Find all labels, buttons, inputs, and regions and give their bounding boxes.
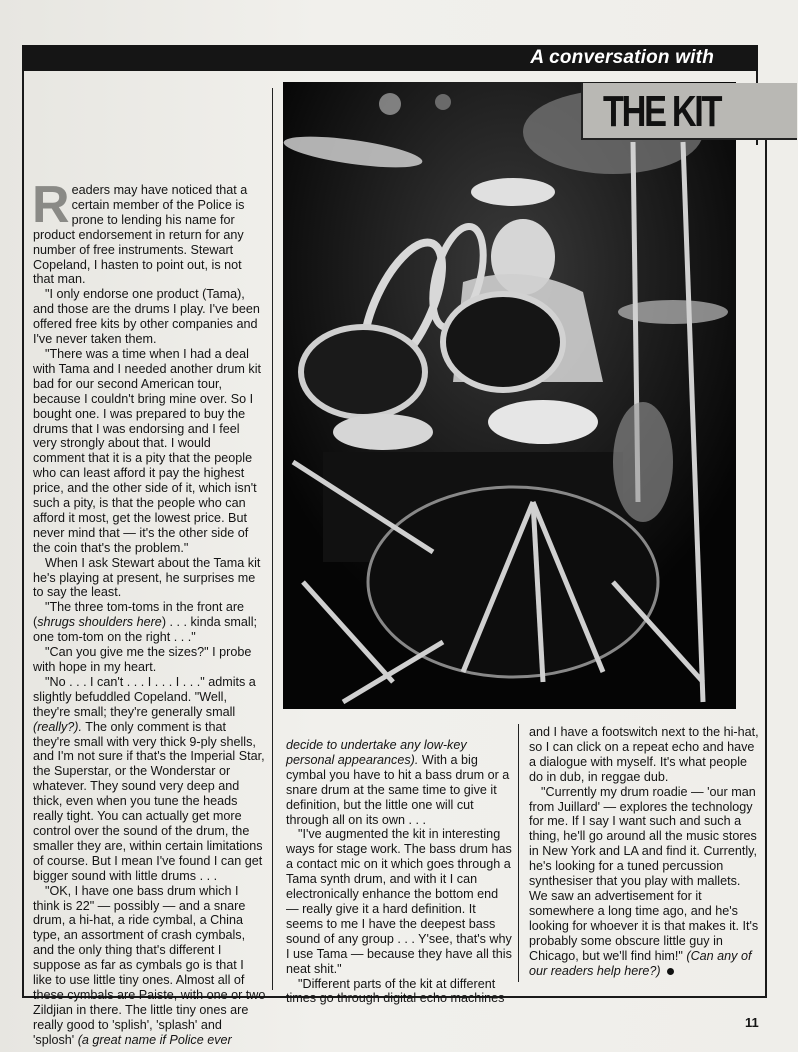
- paragraph-5-italic: shrugs shoulders here: [37, 615, 162, 630]
- paragraph-5: [33, 600, 266, 645]
- paragraph-8-text-a: "OK, I have one bass drum which I think is 22" — possibly — and a snare drum, a hi-hat, a ride cymbal, a China type, an assortment of crash cymbals, and the only thing that's different I suppose as far as cymbals go is that I like to use little tiny ones. Almost all of these cymbals are Paiste, with one or two Zildjian in there. The little tiny ones are really good to 'splish', 'splash' and 'splosh': [33, 883, 266, 1047]
- paragraph-4: When I ask Stewart about the Tama kit he's playing at present, he surprises me to say the least.: [33, 555, 261, 600]
- header-kicker: A conversation with: [530, 47, 714, 68]
- paragraph-1-text: eaders may have noticed that a certain member of the Police is prone to lending his name for product endorsement in return for any number of free instruments. Stewart Copeland, I hasten to point out, is not that man.: [33, 183, 248, 287]
- frame-left-rule: [22, 71, 24, 998]
- paragraph-7-italic: (really?).: [33, 719, 82, 734]
- paragraph-10: "I've augmented the kit in interesting ways for stage work. The bass drum has a contact mic on it which goes through a Tama synth drum, and with it I can electronically enhance the bottom end — really give it a hard definition. It seems to me I have the deepest bass sound of any group . . . Y'see, that's why I use Tama — because they have all this neat shit.": [286, 827, 512, 976]
- article-title: THE KIT: [603, 87, 721, 136]
- paragraph-1: [32, 176, 266, 287]
- paragraph-8: [33, 884, 266, 1048]
- drummer-photo: [283, 82, 736, 709]
- article-column-2: [286, 738, 514, 1006]
- article-column-1: [33, 150, 266, 1048]
- paragraph-9-italic: decide to undertake any low-key personal appearances).: [286, 738, 467, 767]
- paragraph-9: [286, 738, 514, 827]
- paragraph-9-text: With a big cymbal you have to hit a bass drum or a snare drum at the same time to give it definition, but the little one will cut through all on its own . . .: [286, 752, 510, 827]
- paragraph-12: and I have a footswitch next to the hi-hat, so I can click on a repeat echo and have a dialogue with myself. It's what people do in dub, in reggae dub.: [529, 725, 759, 784]
- paragraph-3: "There was a time when I had a deal with Tama and I needed another drum kit bad for our second American tour, because I couldn't bring mine over. So I bought one. I was prepared to buy the drums that I was endorsing and I feel very strongly about that. I would comment that it is a pity that the people who can least afford it pay the highest price, and the other side of it, which isn't such a pity, is that the people who can afford it most, get the lowest price. But never mind that — it's the other side of the coin that's the problem.": [33, 346, 261, 555]
- paragraph-8-italic: (a great name if Police ever: [77, 1032, 232, 1047]
- column-divider-right: [518, 724, 519, 982]
- paragraph-7: [33, 675, 266, 884]
- column-divider-left: [272, 88, 273, 990]
- paragraph-5-text-b: ) . . . kinda small; one tom-tom on the right . . .": [33, 615, 257, 645]
- paragraph-13: [529, 785, 759, 979]
- title-box: [581, 83, 797, 140]
- header-bar: [22, 45, 758, 71]
- article-column-3: [529, 725, 759, 978]
- page-number: 11: [745, 1015, 759, 1030]
- paragraph-13-text: "Currently my drum roadie — 'our man from Juillard' — explores the technology for me. If I say I want such and such a thing, he'll go around all the music stores in New York and LA and find it. Currently, he's looking for a tuned percussion synthesiser that you play with mallets. We saw an advertisement for it somewhere a long time ago, and he's looking for whoever it is that makes it. It's probably some obscure little guy in Chicago, but we'll find him!": [529, 784, 759, 963]
- paragraph-5-text-a: "The three tom-toms in the front are (: [33, 600, 245, 630]
- paragraph-11: "Different parts of the kit at different times go through digital echo machines: [286, 976, 505, 1006]
- paragraph-13-italic: (Can any of our readers help here?): [529, 948, 752, 978]
- dropcap-letter: R: [32, 176, 70, 234]
- paragraph-7-text-a: "No . . . I can't . . . I . . . I . . ." admits a slightly befuddled Copeland. "Well, they're small; they're generally small: [33, 674, 256, 719]
- drum-kit-photo-illustration: [283, 82, 736, 709]
- end-of-article-bullet: [667, 968, 674, 975]
- paragraph-6: "Can you give me the sizes?" I probe with hope in my heart.: [33, 645, 252, 674]
- paragraph-2: "I only endorse one product (Tama), and those are the drums I play. I've been offered free kits by other companies and I've never taken them.: [33, 287, 260, 347]
- frame-right-rule-lower: [765, 140, 767, 998]
- paragraph-7-text-b: The only comment is that they're small with very thick 9-ply shells, and I'm not sure if that's the Imperial Star, the Superstar, or the Wonderstar or whatever. They sound very deep and thick, even when you tune the heads really tight. You can actually get more control over the sound of the drum, the smaller they are, within certain limitations of course. But I mean I've found I can get bigger sound with little drums . . .: [33, 719, 265, 883]
